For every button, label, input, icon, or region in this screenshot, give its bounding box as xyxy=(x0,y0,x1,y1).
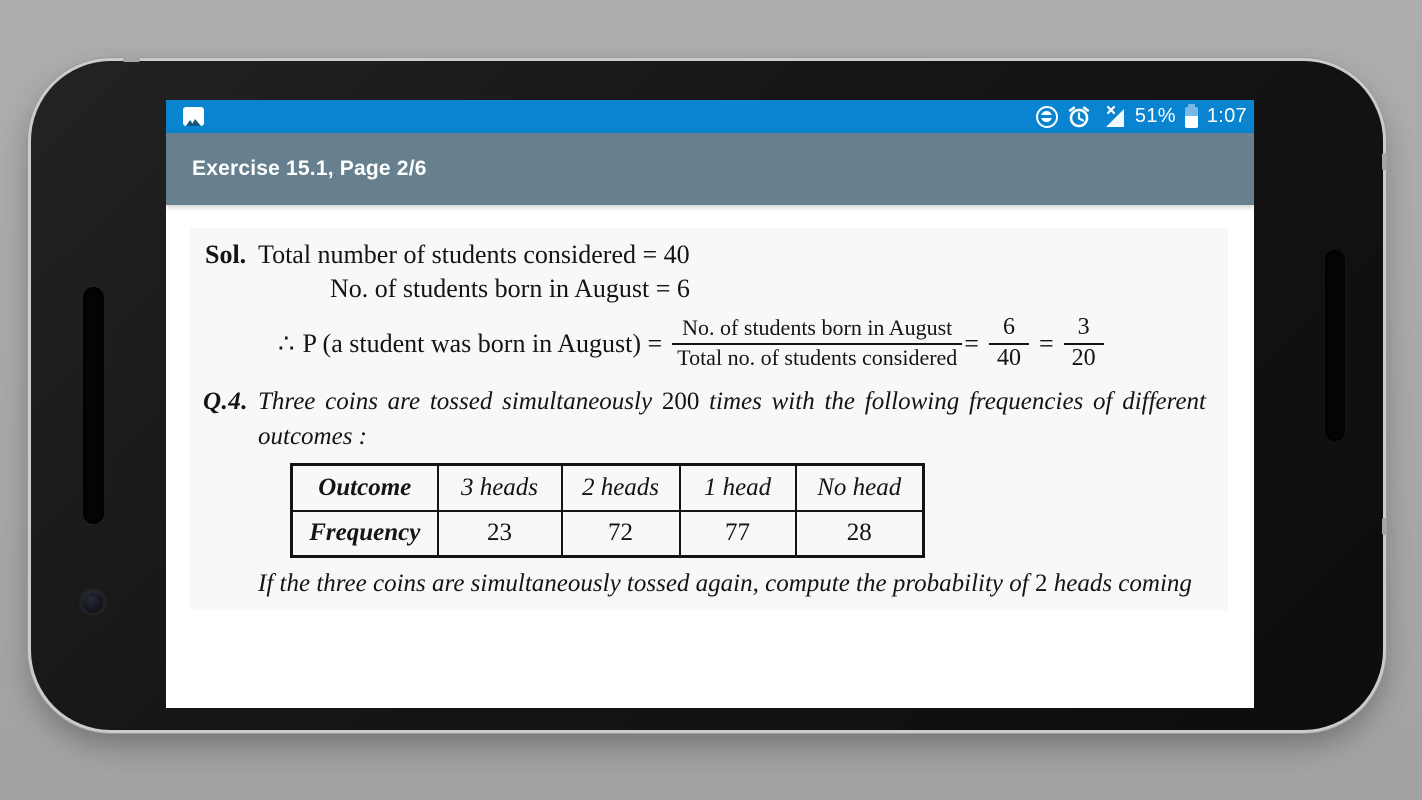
frequency-table xyxy=(290,463,925,558)
solution-line-1 xyxy=(190,228,1228,270)
status-bar xyxy=(166,100,1254,133)
equation-lhs: P (a student was born in August) = xyxy=(302,328,663,358)
antenna-line xyxy=(1382,153,1387,170)
table-cell-frequency: Frequency xyxy=(292,511,438,557)
status-bar-right-cluster xyxy=(1036,105,1247,129)
image-notification-icon xyxy=(183,107,204,126)
mountains-glyph xyxy=(186,117,201,126)
device-screen xyxy=(166,100,1254,708)
table-cell-28: 28 xyxy=(796,511,924,557)
no-signal-icon xyxy=(1100,105,1126,129)
speaker-grille xyxy=(83,287,104,524)
table-cell-23: 23 xyxy=(438,511,562,557)
battery-icon xyxy=(1185,107,1198,128)
clock-label: 1:07 xyxy=(1206,105,1247,127)
question-4 xyxy=(190,385,1228,418)
document-viewer[interactable] xyxy=(166,205,1254,708)
app-toolbar xyxy=(166,133,1254,205)
page-title: Exercise 15.1, Page 2/6 xyxy=(192,157,427,180)
table-row xyxy=(292,465,924,511)
solution-label: Sol. xyxy=(205,240,247,269)
table-header-2-heads: 2 heads xyxy=(562,465,680,511)
question-text-line-2: outcomes : xyxy=(258,423,367,451)
fraction-3-20: $\frac{3}{20}$ xyxy=(1064,314,1104,373)
question-text-line-1: Three coins are tossed simultaneously 200 times with the following frequencies of different xyxy=(258,388,1206,416)
antenna-line xyxy=(1382,518,1387,535)
question-continuation: If the three coins are simultaneously tossed again, compute the probability of 2 heads coming xyxy=(258,570,1192,598)
table-cell-72: 72 xyxy=(562,511,680,557)
battery-percent-label: 51% xyxy=(1134,105,1176,127)
table-header-3-heads: 3 heads xyxy=(438,465,562,511)
fraction-6-40: $\frac{6}{40}$ xyxy=(989,314,1029,373)
front-camera xyxy=(82,591,104,613)
frequency-table-wrap xyxy=(290,463,1228,558)
scanned-page xyxy=(190,228,1228,610)
solution-line-2: No. of students born in August = 6 xyxy=(330,274,690,303)
alarm-icon xyxy=(1067,105,1091,129)
equals-sign: = xyxy=(1038,328,1054,358)
question-label: Q.4. xyxy=(203,388,249,416)
solution-text-1: Total number of students considered = 40 xyxy=(258,240,690,269)
equals-sign: = xyxy=(964,328,979,358)
table-header-no-head: No head xyxy=(796,465,924,511)
probability-equation xyxy=(190,314,1228,373)
fraction-words: $\frac{\text{No. of students born in August}}{\text{Total no. of students considered}}$ xyxy=(672,315,962,372)
antenna-line xyxy=(123,57,140,62)
phone-frame xyxy=(31,61,1383,730)
table-cell-77: 77 xyxy=(680,511,796,557)
table-row xyxy=(292,511,924,557)
therefore-symbol: ∴ xyxy=(278,328,295,358)
table-header-1-head: 1 head xyxy=(680,465,796,511)
table-header-outcome: Outcome xyxy=(292,465,438,511)
speaker-grille xyxy=(1325,250,1345,441)
do-not-disturb-icon xyxy=(1036,106,1058,128)
